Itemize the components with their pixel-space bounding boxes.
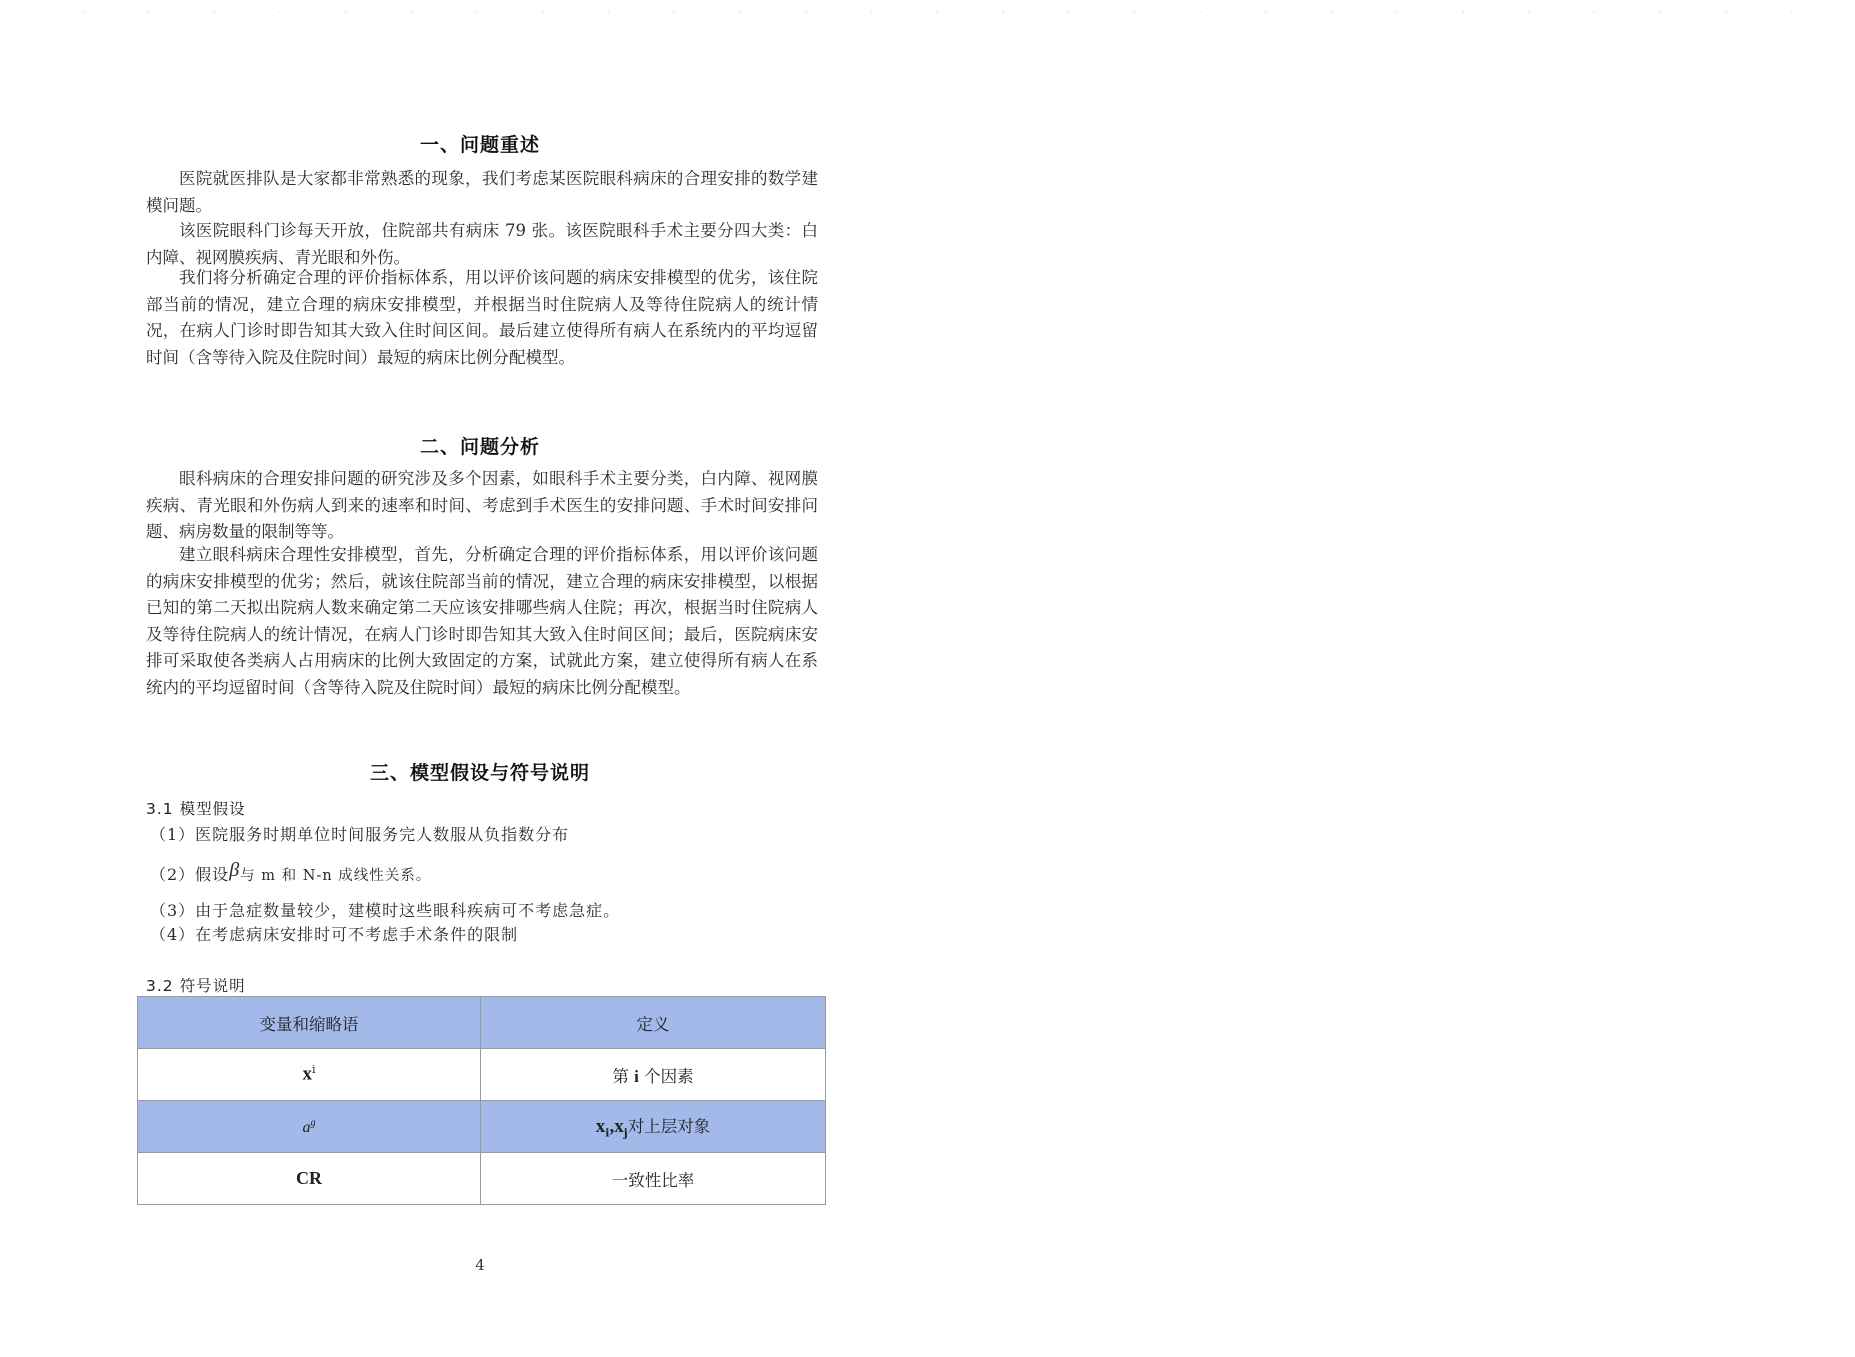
watermark-strip: ··························· (80, 2, 1855, 23)
definition-index: i (634, 1066, 639, 1086)
table-cell-definition (481, 1101, 826, 1153)
table-cell-symbol (138, 1049, 481, 1101)
symbol-superscript: g (310, 1117, 316, 1128)
section-1-paragraph-2: 该医院眼科门诊每天开放，住院部共有病床 79 张。该医院眼科手术主要分四大类：白内障、视网膜疾病、青光眼和外伤。 (146, 221, 818, 267)
table-cell-symbol (138, 1101, 481, 1153)
section-3-heading: 三、模型假设与符号说明 (369, 762, 590, 784)
table-row (138, 1049, 826, 1101)
table-row (138, 1153, 826, 1205)
table-cell-symbol (138, 1153, 481, 1205)
section-1-paragraph-3: 我们将分析确定合理的评价指标体系，用以评价该问题的病床安排模型的优劣，该住院部当前的情况，建立合理的病床安排模型，并根据当时住院病人及等待住院病人的统计情况，在病人门诊时即告知其大致入住时间区间。最后建立使得所有病人在系统内的平均逗留时间（含等待入院及住院时间）最短的病床比例分配模型。 (146, 268, 818, 367)
symbol-superscript: i (311, 1063, 316, 1077)
subscript-j: j (623, 1126, 628, 1140)
table-cell-definition (481, 1049, 826, 1101)
section-2-paragraph-2: 建立眼科病床合理性安排模型，首先，分析确定合理的评价指标体系，用以评价该问题的病床安排模型的优劣；然后，就该住院部当前的情况，建立合理的病床安排模型，以根据已知的第二天拟出院病人数来确定第二天应该安排哪些病人住院；再次，根据当时住院病人及等待住院病人的统计情况，在病人门诊时即告知其大致入住时间区间；最后，医院病床安排可采取使各类病人占用病床的比例大致固定的方案，试就此方案，建立使得所有病人在系统内的平均逗留时间（含等待入院及住院时间）最短的病床比例分配模型。 (146, 545, 818, 697)
page-number: 4 (475, 1256, 485, 1274)
assumption-item-4: （4）在考虑病床安排时可不考虑手术条件的限制 (150, 925, 519, 944)
assumption-item-3: （3）由于急症数量较少，建模时这些眼科疾病可不考虑急症。 (150, 901, 621, 920)
symbol-a: a (302, 1118, 311, 1136)
symbol-x-i: x (595, 1116, 606, 1138)
section-2-heading: 二、问题分析 (419, 436, 540, 458)
comma: , (609, 1116, 615, 1138)
table-header-variable: 变量和缩略语 (138, 997, 481, 1049)
table-cell-definition: 一致性比率 (481, 1153, 826, 1205)
assumption-item-2 (150, 859, 820, 886)
section-1-heading: 一、问题重述 (419, 134, 540, 156)
symbol-x-j: x (614, 1116, 624, 1138)
table-header-definition: 定义 (481, 997, 826, 1049)
subsection-3-2-heading: 3.2 符号说明 (146, 977, 246, 995)
assumption-item-2-suffix: 与 m 和 N-n 成线性关系。 (240, 868, 432, 884)
definition-suffix: 个因素 (644, 1066, 694, 1086)
table-header-row (138, 997, 826, 1049)
table-row (138, 1101, 826, 1153)
symbol-x: x (302, 1063, 312, 1085)
section-2-paragraph-1: 眼科病床的合理安排问题的研究涉及多个因素，如眼科手术主要分类，白内障、视网膜疾病、青光眼和外伤病人到来的速率和时间、考虑到手术医生的安排问题、手术时间安排问题、病房数量的限制等等。 (146, 469, 818, 541)
subsection-3-1-heading: 3.1 模型假设 (146, 800, 246, 818)
assumption-item-1: （1）医院服务时期单位时间服务完人数服从负指数分布 (150, 825, 570, 844)
definition-prefix: 第 (612, 1066, 629, 1086)
beta-symbol: β (229, 859, 241, 881)
subscript-i: i (605, 1126, 610, 1140)
assumption-item-2-prefix: （2）假设 (150, 865, 230, 884)
section-1-paragraph-1: 医院就医排队是大家都非常熟悉的现象，我们考虑某医院眼科病床的合理安排的数学建模问题。 (146, 169, 818, 215)
definition-text: 对上层对象 (627, 1117, 711, 1137)
symbol-cr: CR (296, 1168, 322, 1188)
symbol-table (137, 996, 826, 1205)
